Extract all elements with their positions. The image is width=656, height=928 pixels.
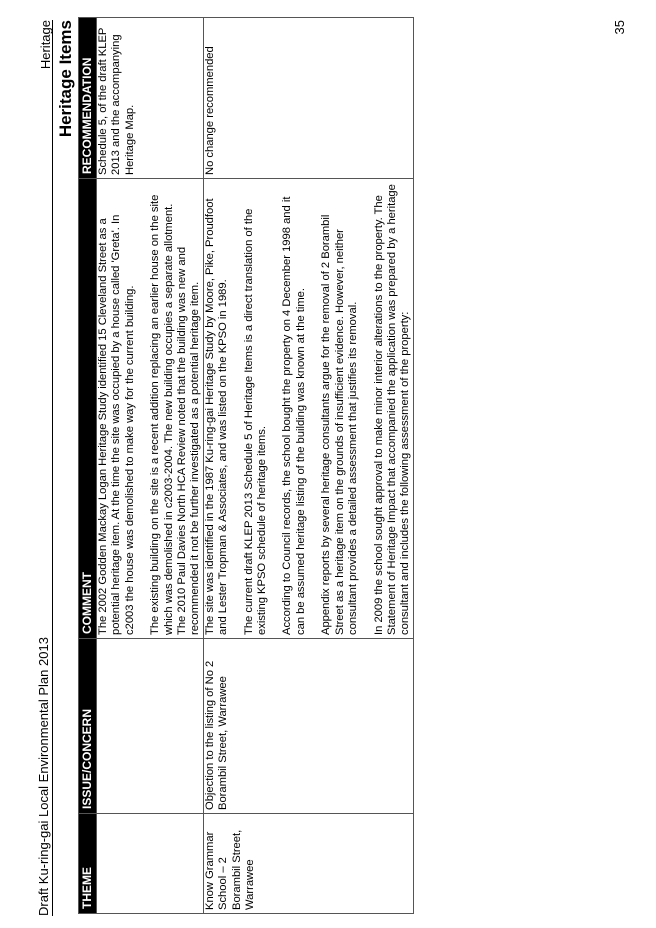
comment-paragraph: According to Council records, the school bought the property on 4 December 1998 and it can be assumed heritage listing of the building was known at the time. (281, 196, 307, 635)
heritage-items-table (78, 17, 414, 914)
section-heading: Heritage Items (56, 20, 75, 138)
column-header-theme: THEME (79, 814, 97, 914)
table-row (97, 18, 204, 914)
comment-paragraph: In 2009 the school sought approval to make minor interior alterations to the property. The Statement of Heritage Impact that accompanied the application was prepared by a heritage consultant and includes the following assessment of the property: (372, 184, 412, 635)
table-header-row (79, 18, 97, 914)
recommendation-cell: No change recommended (203, 18, 413, 179)
comment-paragraph: Appendix reports by several heritage consultants argue for the removal of 2 Borambil Street as a heritage item on the grounds of insufficient evidence. However, neither consultant provides a detailed assessment that justifies its removal. (320, 214, 360, 635)
comment-cell (203, 179, 413, 639)
column-header-recommendation: RECOMMENDATION (79, 18, 97, 179)
header-rule (52, 20, 53, 916)
column-header-issue: ISSUE/CONCERN (79, 639, 97, 814)
section-label: Heritage (38, 20, 53, 70)
column-header-comment: COMMENT (79, 179, 97, 639)
issue-cell (97, 639, 204, 814)
comment-paragraph: The site was identified in the 1987 Ku-ring-gai Heritage Study by Moore, Pike, Proudfoot and Lester Tropman & Associates, and was listed on the KPSO in 1989. (203, 198, 230, 635)
theme-cell (97, 814, 204, 914)
comment-paragraph: The current draft KLEP 2013 Schedule 5 of Heritage Items is a direct translation of the existing KPSO schedule of heritage items. (242, 208, 269, 635)
page-number: 35 (612, 20, 627, 35)
theme-cell: Know Grammar School – 2 Borambil Street, Warrawee (203, 814, 413, 914)
comment-cell (97, 179, 204, 639)
document-title: Draft Ku-ring-gai Local Environmental Plan 2013 (36, 637, 51, 916)
table-row (203, 18, 413, 914)
recommendation-cell: Schedule 5, of the draft KLEP 2013 and the accompanying Heritage Map. (97, 18, 204, 179)
comment-paragraph: The 2002 Godden Mackay Logan Heritage Study identified 15 Cleveland Street as a potential heritage item. At the time the site was occupied by a house called 'Greta'. In c2003 the house was demolished to make way for the current building. (97, 214, 136, 635)
comment-paragraph: The existing building on the site is a recent addition replacing an earlier house on the site which was demolished in c2003-2004. The new building occupies a separate allotment. The 2010 Paul Davies North HCA Review noted that the building was new and recommended it not be further investigated as a potential heritage item. (149, 194, 202, 635)
issue-cell: Objection to the listing of No 2 Borambil Street, Warrawee (203, 639, 413, 814)
